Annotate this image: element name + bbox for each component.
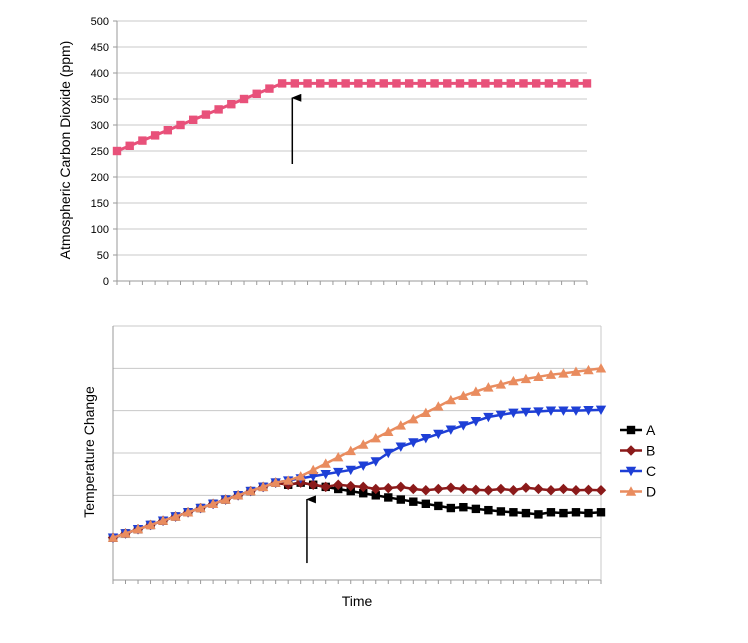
co2-data-point [354, 79, 362, 87]
co2-data-point [278, 79, 286, 87]
co2-y-tick-label: 250 [90, 146, 109, 158]
temperature-data-point-a [459, 503, 467, 511]
co2-data-point [545, 79, 553, 87]
co2-data-point [113, 147, 121, 155]
co2-data-point [392, 79, 400, 87]
legend-marker-b [626, 445, 636, 455]
legend-label-a: A [646, 422, 656, 438]
temperature-data-point-b [583, 485, 593, 495]
temperature-gridlines [113, 326, 601, 538]
temperature-legend [620, 422, 656, 500]
co2-y-tick-label: 200 [90, 172, 109, 184]
temperature-data-point-b [558, 484, 568, 494]
legend-marker-a [627, 426, 635, 434]
temperature-data-point-a [409, 497, 417, 505]
co2-data-point [443, 79, 451, 87]
co2-data-point [519, 79, 527, 87]
temperature-data-point-a [422, 500, 430, 508]
temperature-data-point-b [496, 484, 506, 494]
co2-y-tick-label: 300 [90, 120, 109, 132]
temperature-data-point-a [434, 502, 442, 510]
temperature-data-point-a [534, 510, 542, 518]
co2-data-point [303, 79, 311, 87]
co2-data-point [468, 79, 476, 87]
temperature-data-point-b [571, 485, 581, 495]
co2-series [113, 79, 591, 155]
co2-data-point [532, 79, 540, 87]
co2-data-point [367, 79, 375, 87]
temperature-chart [81, 326, 656, 609]
temperature-data-point-a [572, 508, 580, 516]
co2-y-tick-label: 0 [102, 276, 109, 288]
co2-data-point [507, 79, 515, 87]
temperature-data-point-b [546, 485, 556, 495]
legend-label-b: B [646, 442, 656, 459]
temperature-y-axis-label: Temperature Change [81, 386, 97, 518]
co2-data-point [164, 126, 172, 134]
co2-data-point [265, 84, 273, 92]
co2-y-tick-label: 150 [90, 198, 109, 210]
temperature-data-point-b [408, 484, 418, 494]
co2-data-point [583, 79, 591, 87]
co2-data-point [456, 79, 464, 87]
co2-data-point [227, 100, 235, 108]
temperature-data-point-b [421, 485, 431, 495]
temperature-data-point-a [522, 509, 530, 517]
temperature-data-point-a [384, 493, 392, 501]
co2-data-point [126, 142, 134, 150]
legend-label-d: D [646, 483, 657, 500]
co2-data-point [176, 121, 184, 129]
co2-series-line [117, 83, 587, 151]
co2-y-tick-labels [91, 16, 109, 288]
temperature-data-point-a [447, 504, 455, 512]
co2-y-tick-label: 100 [90, 224, 109, 236]
co2-data-point [202, 110, 210, 118]
temperature-data-point-b [446, 483, 456, 493]
co2-data-point [380, 79, 388, 87]
legend-label-c: C [646, 463, 657, 479]
co2-data-point [557, 79, 565, 87]
co2-y-tick-label: 50 [96, 250, 109, 262]
co2-data-point [240, 95, 248, 103]
temperature-data-point-a [484, 506, 492, 514]
temperature-data-point-b [471, 485, 481, 495]
temperature-x-axis-label: Time [341, 593, 373, 609]
temperature-data-point-b [596, 485, 606, 495]
co2-y-axis-label: Atmospheric Carbon Dioxide (ppm) [57, 40, 73, 260]
co2-y-tick-label: 400 [90, 68, 109, 80]
co2-data-point [138, 136, 146, 144]
co2-data-point [405, 79, 413, 87]
temperature-data-point-a [472, 505, 480, 513]
temperature-data-point-a [497, 507, 505, 515]
co2-data-point [214, 105, 222, 113]
co2-data-point [253, 90, 261, 98]
temperature-series-line-c [113, 410, 601, 538]
temperature-axes [113, 326, 601, 584]
co2-data-point [316, 79, 324, 87]
co2-data-point [151, 131, 159, 139]
co2-data-point [341, 79, 349, 87]
co2-chart [57, 16, 591, 288]
temperature-data-point-a [597, 508, 605, 516]
temperature-data-point-b [383, 483, 393, 493]
temperature-data-point-a [559, 509, 567, 517]
co2-data-point [291, 79, 299, 87]
temperature-data-point-b [533, 484, 543, 494]
co2-data-point [494, 79, 502, 87]
temperature-data-point-a [397, 495, 405, 503]
co2-axes [113, 21, 587, 285]
temperature-data-point-b [508, 485, 518, 495]
co2-data-point [570, 79, 578, 87]
co2-y-tick-label: 350 [90, 94, 109, 106]
temperature-data-point-a [509, 508, 517, 516]
temperature-data-point-b [521, 483, 531, 493]
co2-data-point [430, 79, 438, 87]
co2-data-point [189, 116, 197, 124]
temperature-data-point-b [483, 485, 493, 495]
co2-data-point [329, 79, 337, 87]
co2-gridlines [117, 21, 587, 255]
temperature-data-point-b [433, 484, 443, 494]
temperature-data-point-b [458, 484, 468, 494]
temperature-data-point-b [396, 482, 406, 492]
co2-y-tick-label: 450 [90, 42, 109, 54]
co2-data-point [418, 79, 426, 87]
co2-data-point [481, 79, 489, 87]
temperature-data-point-a [584, 509, 592, 517]
temperature-data-point-a [547, 508, 555, 516]
co2-y-tick-label: 500 [90, 16, 109, 28]
